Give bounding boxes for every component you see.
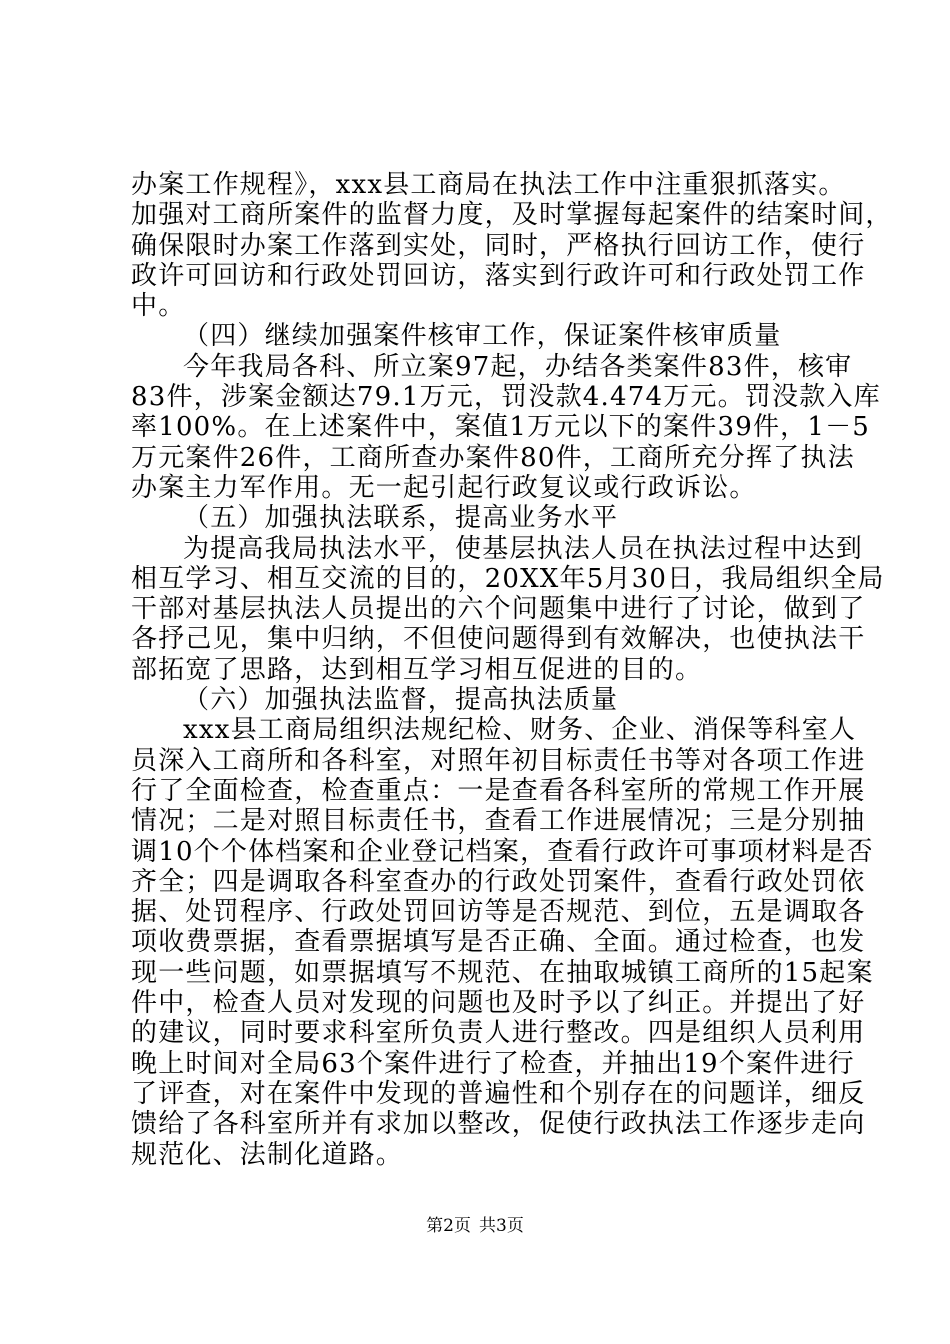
- text-line: 晚上时间对全局63个案件进行了检查，并抽出19个案件进行: [131, 1048, 855, 1079]
- document-body: [131, 170, 893, 1170]
- text-line: 加强对工商所案件的监督力度，及时掌握每起案件的结案时间，: [131, 200, 893, 231]
- text-line: 办案工作规程》，xxx县工商局在执法工作中注重狠抓落实。: [131, 170, 846, 200]
- text-line: 83件，涉案金额达79.1万元，罚没款4.474万元。罚没款入库: [131, 382, 881, 413]
- text-line: 情况；二是对照目标责任书，查看工作进展情况；三是分别抽: [131, 806, 866, 837]
- text-line: 办案主力军作用。无一起引起行政复议或行政诉讼。: [131, 472, 757, 503]
- text-line: 规范化、法制化道路。: [131, 1139, 404, 1170]
- text-line: 馈给了各科室所并有求加以整改，促使行政执法工作逐步走向: [131, 1109, 866, 1140]
- page-footer: [0, 1216, 950, 1236]
- text-line: 员深入工商所和各科室，对照年初目标责任书等对各项工作进: [131, 745, 866, 776]
- text-line: xxx县工商局组织法规纪检、财务、企业、消保等科室人: [183, 715, 857, 746]
- text-line: 部拓宽了思路，达到相互学习相互促进的目的。: [131, 654, 703, 685]
- text-line: 齐全；四是调取各科室查办的行政处罚案件，查看行政处罚依: [131, 866, 866, 897]
- text-line: 为提高我局执法水平，使基层执法人员在执法过程中达到: [183, 533, 864, 564]
- text-line: （五）加强执法联系，提高业务水平: [183, 503, 619, 534]
- text-line: 据、处罚程序、行政处罚回访等是否规范、到位，五是调取各: [131, 897, 866, 928]
- page-number: 第2页: [426, 1216, 471, 1236]
- text-line: 率100%。在上述案件中，案值1万元以下的案件39件，1－5: [131, 412, 871, 443]
- text-line: 调10个个体档案和企业登记档案，查看行政许可事项材料是否: [131, 836, 874, 867]
- text-line: 了评查，对在案件中发现的普遍性和个别存在的问题详，细反: [131, 1078, 866, 1109]
- text-line: 万元案件26件，工商所查办案件80件，工商所充分挥了执法: [131, 442, 855, 473]
- page-total: 共3页: [479, 1216, 524, 1236]
- text-line: 行了全面检查，检查重点：一是查看各科室所的常规工作开展: [131, 775, 866, 806]
- text-line: （六）加强执法监督，提高执法质量: [183, 685, 619, 716]
- text-line: 各抒己见，集中归纳，不但使问题得到有效解决，也使执法干: [131, 624, 866, 655]
- text-line: 相互学习、相互交流的目的，20XX年5月30日，我局组织全局: [131, 563, 885, 594]
- text-line: 确保限时办案工作落到实处，同时，严格执行回访工作，使行: [131, 230, 866, 261]
- text-line: 中。: [131, 291, 186, 322]
- text-line: 现一些问题，如票据填写不规范、在抽取城镇工商所的15起案: [131, 957, 874, 988]
- text-line: 件中，检查人员对发现的问题也及时予以了纠正。并提出了好: [131, 988, 866, 1019]
- text-line: 政许可回访和行政处罚回访，落实到行政许可和行政处罚工作: [131, 260, 866, 291]
- text-line: 的建议，同时要求科室所负责人进行整改。四是组织人员利用: [131, 1018, 866, 1049]
- text-line: （四）继续加强案件核审工作，保证案件核审质量: [183, 321, 782, 352]
- text-line: 干部对基层执法人员提出的六个问题集中进行了讨论，做到了: [131, 594, 866, 625]
- text-line: 今年我局各科、所立案97起，办结各类案件83件，核审: [183, 351, 853, 382]
- text-line: 项收费票据，查看票据填写是否正确、全面。通过检查，也发: [131, 927, 866, 958]
